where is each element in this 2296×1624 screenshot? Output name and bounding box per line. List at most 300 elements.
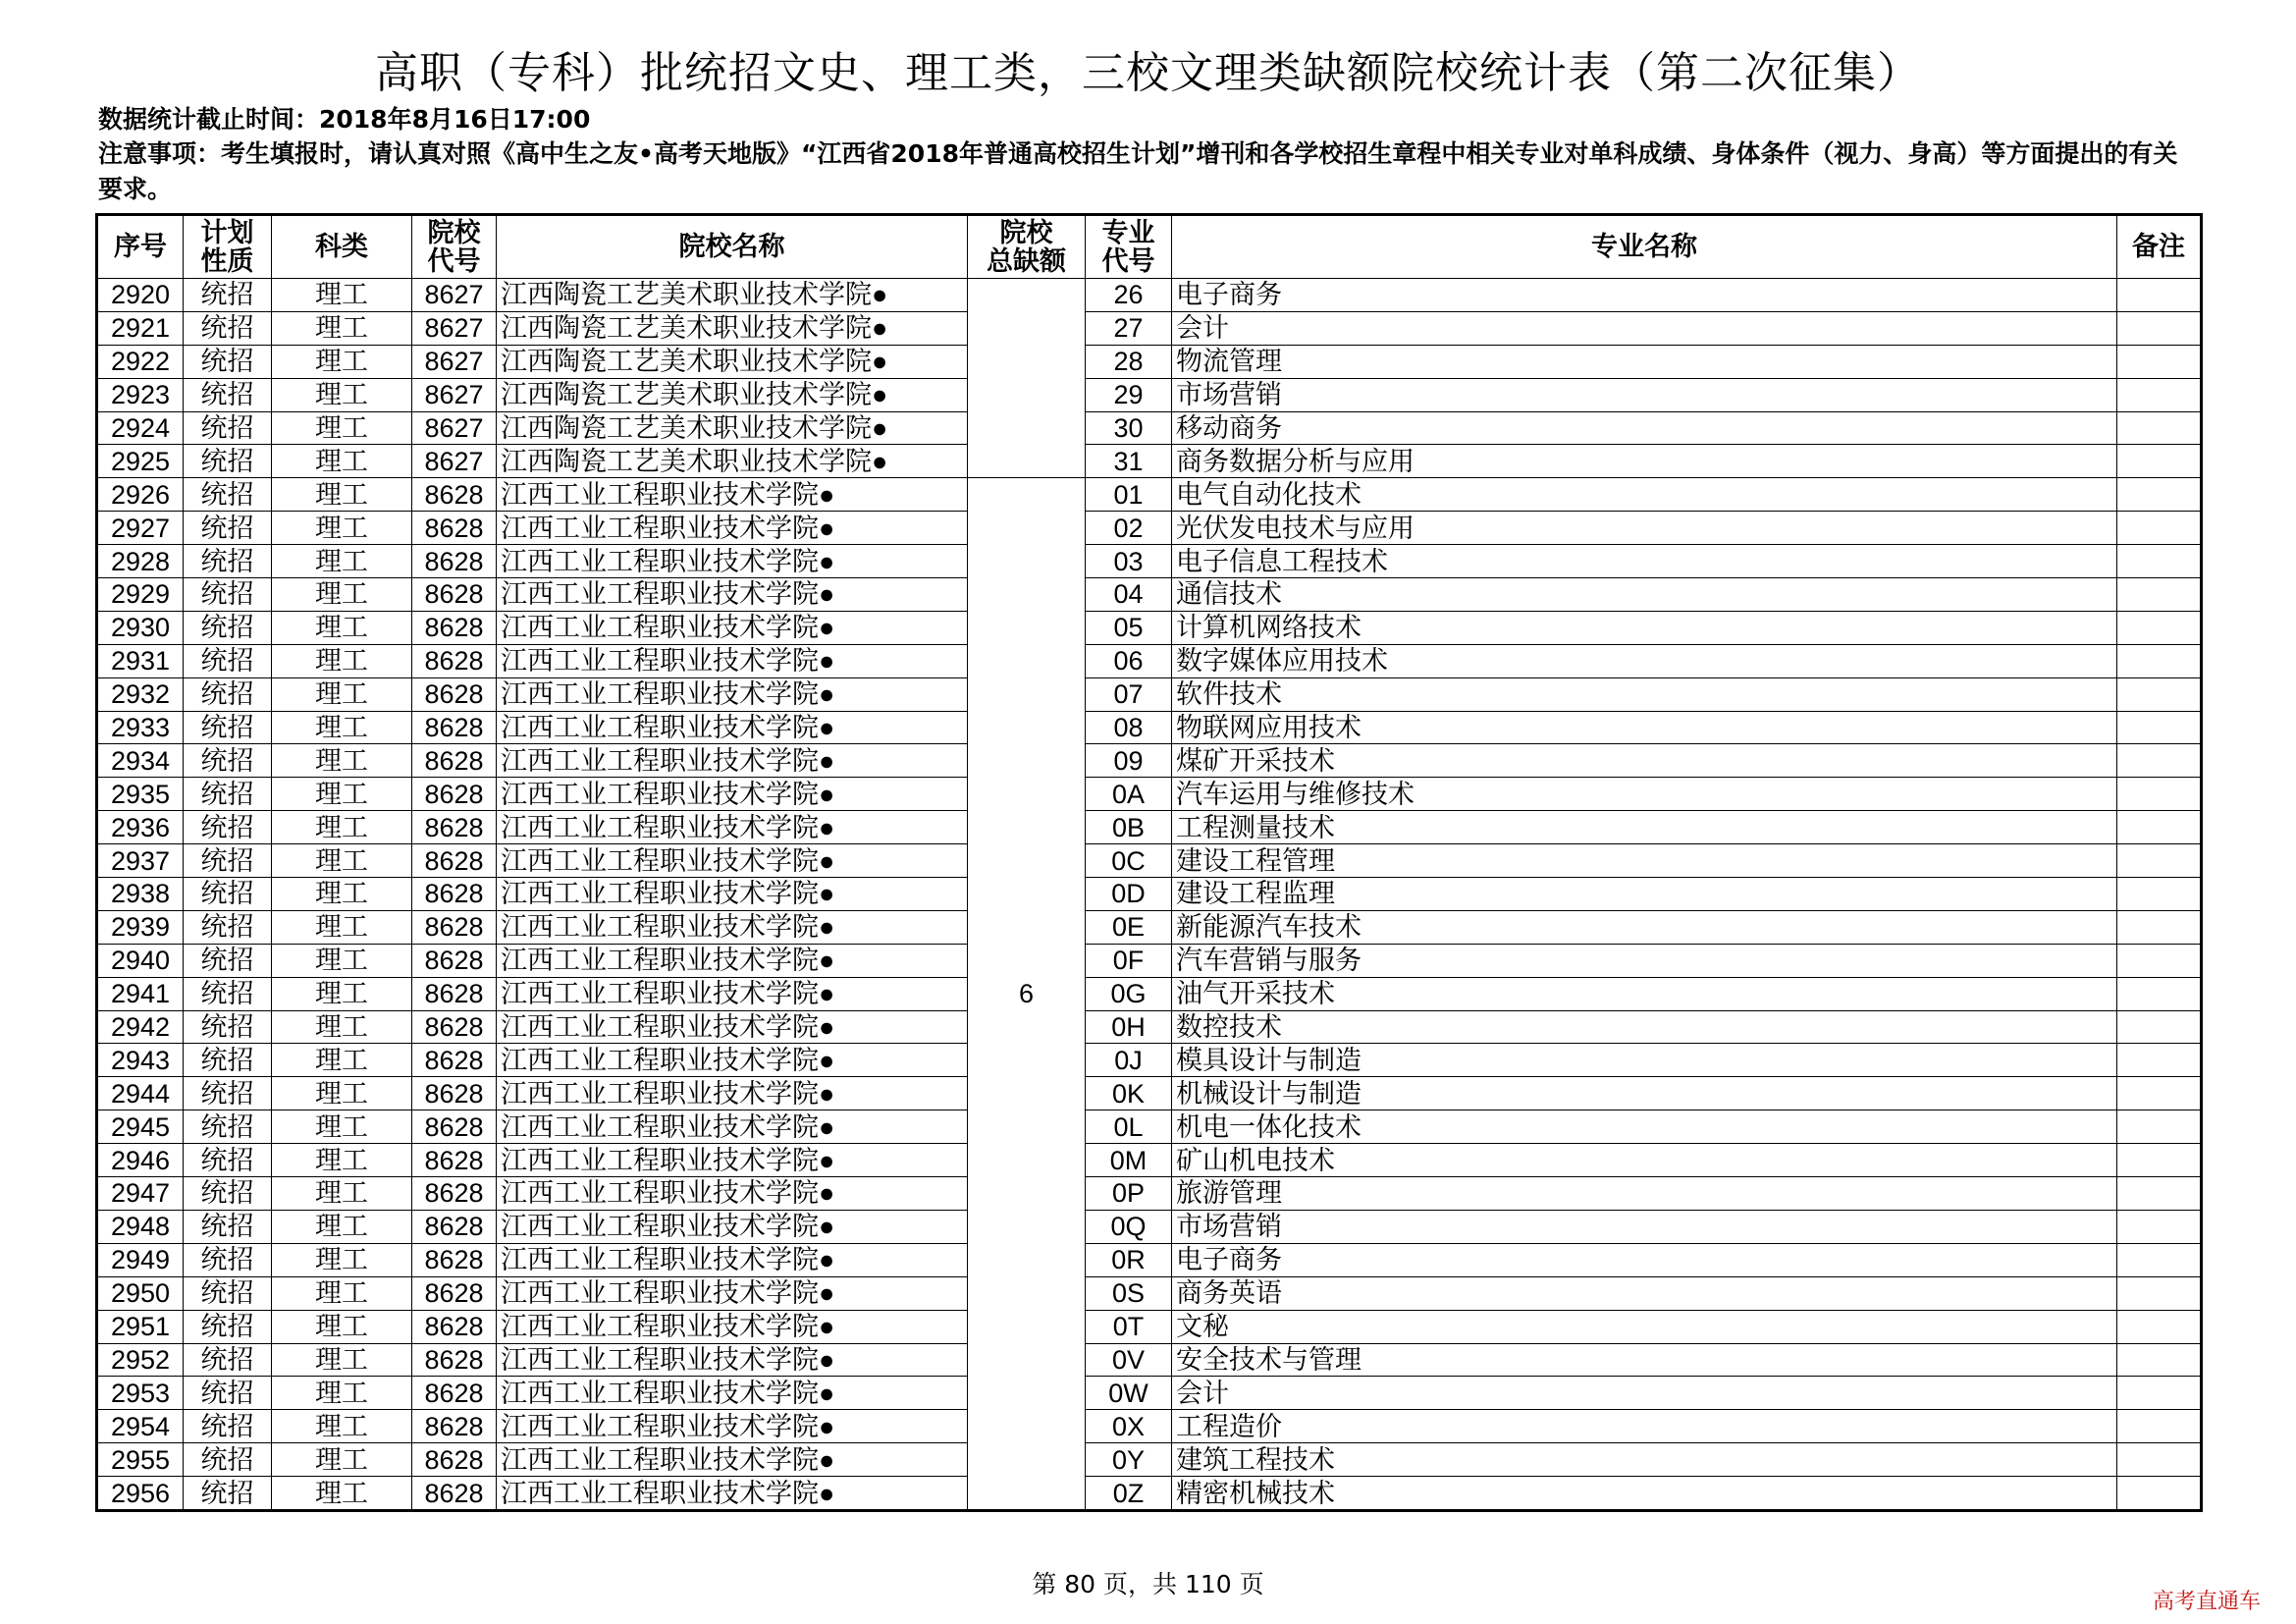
- cell-school-name: 江西工业工程职业技术学院●: [497, 545, 968, 578]
- table-row: [97, 878, 2202, 911]
- cell-major-code: 0M: [1086, 1144, 1172, 1177]
- cell-seq: 2923: [97, 378, 184, 411]
- table-row: [97, 644, 2202, 677]
- cell-note: [2117, 744, 2202, 778]
- cell-school-name: 江西工业工程职业技术学院●: [497, 512, 968, 545]
- cell-major-code: 0D: [1086, 878, 1172, 911]
- cell-school-code: 8627: [412, 378, 497, 411]
- cell-major-code: 01: [1086, 478, 1172, 512]
- cell-subject: 理工: [272, 1010, 412, 1044]
- cell-plan: 统招: [184, 1343, 272, 1377]
- cell-seq: 2943: [97, 1044, 184, 1077]
- cell-major-name: 移动商务: [1172, 411, 2117, 445]
- cell-school-name: 江西工业工程职业技术学院●: [497, 878, 968, 911]
- cell-seq: 2953: [97, 1377, 184, 1410]
- cell-school-name: 江西工业工程职业技术学院●: [497, 1343, 968, 1377]
- cell-major-name: 电子商务: [1172, 1243, 2117, 1276]
- cell-note: [2117, 1044, 2202, 1077]
- cell-subject: 理工: [272, 445, 412, 478]
- cell-major-code: 30: [1086, 411, 1172, 445]
- table-row: [97, 944, 2202, 977]
- cell-subject: 理工: [272, 1310, 412, 1343]
- cell-school-name: 江西工业工程职业技术学院●: [497, 1177, 968, 1211]
- cell-plan: 统招: [184, 711, 272, 744]
- cell-subject: 理工: [272, 1077, 412, 1110]
- cell-plan: 统招: [184, 1044, 272, 1077]
- cell-school-code: 8628: [412, 711, 497, 744]
- cell-major-code: 0E: [1086, 910, 1172, 944]
- cell-school-name: 江西工业工程职业技术学院●: [497, 944, 968, 977]
- cell-subject: 理工: [272, 1110, 412, 1144]
- cell-major-code: 0V: [1086, 1343, 1172, 1377]
- cell-seq: 2944: [97, 1077, 184, 1110]
- cell-note: [2117, 711, 2202, 744]
- cell-note: [2117, 811, 2202, 844]
- cell-seq: 2945: [97, 1110, 184, 1144]
- cell-major-code: 0G: [1086, 977, 1172, 1010]
- cell-note: [2117, 1010, 2202, 1044]
- cell-major-name: 光伏发电技术与应用: [1172, 512, 2117, 545]
- cell-school-name: 江西工业工程职业技术学院●: [497, 778, 968, 811]
- cell-major-code: 0L: [1086, 1110, 1172, 1144]
- cell-seq: 2928: [97, 545, 184, 578]
- cell-school-name: 江西工业工程职业技术学院●: [497, 677, 968, 711]
- table-row: [97, 677, 2202, 711]
- cell-total-vacancy: [968, 279, 1086, 478]
- cell-plan: 统招: [184, 1110, 272, 1144]
- table-row: [97, 512, 2202, 545]
- cell-school-code: 8628: [412, 811, 497, 844]
- table-row: [97, 844, 2202, 878]
- cell-note: [2117, 279, 2202, 312]
- cell-school-code: 8628: [412, 1410, 497, 1443]
- cell-note: [2117, 545, 2202, 578]
- cell-school-name: 江西工业工程职业技术学院●: [497, 811, 968, 844]
- table-row: [97, 910, 2202, 944]
- table-row: [97, 1276, 2202, 1310]
- cell-school-name: 江西工业工程职业技术学院●: [497, 844, 968, 878]
- cell-seq: 2932: [97, 677, 184, 711]
- cell-major-name: 会计: [1172, 311, 2117, 345]
- cell-subject: 理工: [272, 279, 412, 312]
- cell-note: [2117, 1177, 2202, 1211]
- cell-school-code: 8628: [412, 778, 497, 811]
- cell-major-code: 0A: [1086, 778, 1172, 811]
- cell-major-name: 市场营销: [1172, 378, 2117, 411]
- cell-major-name: 通信技术: [1172, 578, 2117, 612]
- cell-note: [2117, 1276, 2202, 1310]
- cell-subject: 理工: [272, 744, 412, 778]
- cell-seq: 2950: [97, 1276, 184, 1310]
- cell-major-code: 0C: [1086, 844, 1172, 878]
- cell-school-name: 江西工业工程职业技术学院●: [497, 1310, 968, 1343]
- cell-major-name: 矿山机电技术: [1172, 1144, 2117, 1177]
- cell-school-code: 8628: [412, 545, 497, 578]
- cell-note: [2117, 578, 2202, 612]
- cell-plan: 统招: [184, 878, 272, 911]
- cell-subject: 理工: [272, 411, 412, 445]
- cell-note: [2117, 944, 2202, 977]
- cell-school-code: 8627: [412, 411, 497, 445]
- cell-plan: 统招: [184, 445, 272, 478]
- cell-major-name: 数控技术: [1172, 1010, 2117, 1044]
- cell-school-code: 8628: [412, 910, 497, 944]
- cell-school-code: 8628: [412, 1310, 497, 1343]
- cell-school-code: 8628: [412, 1044, 497, 1077]
- cell-school-name: 江西工业工程职业技术学院●: [497, 578, 968, 612]
- table-row: [97, 1410, 2202, 1443]
- page-title: 高职（专科）批统招文史、理工类，三校文理类缺额院校统计表（第二次征集）: [375, 48, 1921, 98]
- cell-major-code: 0P: [1086, 1177, 1172, 1211]
- cell-plan: 统招: [184, 279, 272, 312]
- cell-school-code: 8628: [412, 1210, 497, 1243]
- cell-major-code: 0X: [1086, 1410, 1172, 1443]
- table-row: [97, 1310, 2202, 1343]
- cell-plan: 统招: [184, 1276, 272, 1310]
- cell-plan: 统招: [184, 1177, 272, 1211]
- cell-note: [2117, 878, 2202, 911]
- cell-major-code: 0H: [1086, 1010, 1172, 1044]
- cell-plan: 统招: [184, 345, 272, 378]
- cell-school-code: 8627: [412, 445, 497, 478]
- cell-school-code: 8628: [412, 1177, 497, 1211]
- cell-plan: 统招: [184, 611, 272, 644]
- cell-school-code: 8628: [412, 512, 497, 545]
- cell-major-name: 煤矿开采技术: [1172, 744, 2117, 778]
- table-row: [97, 778, 2202, 811]
- cell-school-code: 8628: [412, 644, 497, 677]
- cell-subject: 理工: [272, 611, 412, 644]
- cell-school-code: 8628: [412, 1443, 497, 1477]
- header-school-name: 院校名称: [497, 215, 968, 279]
- cell-note: [2117, 644, 2202, 677]
- cell-plan: 统招: [184, 1210, 272, 1243]
- cell-note: [2117, 1310, 2202, 1343]
- cell-plan: 统招: [184, 478, 272, 512]
- cell-plan: 统招: [184, 512, 272, 545]
- cell-seq: 2942: [97, 1010, 184, 1044]
- cell-subject: 理工: [272, 1177, 412, 1211]
- header-subject: 科类: [272, 215, 412, 279]
- cell-major-name: 电气自动化技术: [1172, 478, 2117, 512]
- cell-school-name: 江西工业工程职业技术学院●: [497, 1010, 968, 1044]
- cell-major-code: 0F: [1086, 944, 1172, 977]
- cell-plan: 统招: [184, 411, 272, 445]
- cell-school-code: 8628: [412, 1343, 497, 1377]
- cell-seq: 2926: [97, 478, 184, 512]
- cell-major-code: 0W: [1086, 1377, 1172, 1410]
- cell-subject: 理工: [272, 578, 412, 612]
- cell-major-name: 建筑工程技术: [1172, 1443, 2117, 1477]
- cell-school-name: 江西工业工程职业技术学院●: [497, 977, 968, 1010]
- cell-school-name: 江西陶瓷工艺美术职业技术学院●: [497, 445, 968, 478]
- cell-school-code: 8628: [412, 578, 497, 612]
- cell-major-code: 29: [1086, 378, 1172, 411]
- notice-text: 注意事项：考生填报时，请认真对照《高中生之友•高考天地版》“江西省2018年普通高校招生计划”增刊和各学校招生章程中相关专业对单科成绩、身体条件（视力、身高）等方面提出的有关要求。: [98, 139, 2178, 203]
- cell-major-name: 物联网应用技术: [1172, 711, 2117, 744]
- cell-plan: 统招: [184, 811, 272, 844]
- cell-subject: 理工: [272, 1377, 412, 1410]
- cell-school-code: 8628: [412, 744, 497, 778]
- cell-note: [2117, 311, 2202, 345]
- cell-note: [2117, 378, 2202, 411]
- table-row: [97, 1477, 2202, 1511]
- cell-plan: 统招: [184, 1310, 272, 1343]
- cell-school-name: 江西工业工程职业技术学院●: [497, 1243, 968, 1276]
- cell-major-name: 汽车营销与服务: [1172, 944, 2117, 977]
- cell-school-code: 8627: [412, 345, 497, 378]
- cell-major-name: 电子商务: [1172, 279, 2117, 312]
- cell-school-name: 江西工业工程职业技术学院●: [497, 478, 968, 512]
- cell-school-name: 江西陶瓷工艺美术职业技术学院●: [497, 345, 968, 378]
- cell-seq: 2946: [97, 1144, 184, 1177]
- table-row: [97, 1144, 2202, 1177]
- table-row: [97, 1010, 2202, 1044]
- table-row: [97, 1377, 2202, 1410]
- cell-major-code: 28: [1086, 345, 1172, 378]
- cell-subject: 理工: [272, 910, 412, 944]
- table-row: [97, 1177, 2202, 1211]
- header-seq: 序号: [97, 215, 184, 279]
- cell-plan: 统招: [184, 1243, 272, 1276]
- cell-note: [2117, 1343, 2202, 1377]
- cell-seq: 2927: [97, 512, 184, 545]
- page-footer: 第 80 页，共 110 页: [1032, 1570, 1264, 1598]
- cell-major-code: 06: [1086, 644, 1172, 677]
- table-row: [97, 744, 2202, 778]
- cell-major-code: 0Y: [1086, 1443, 1172, 1477]
- cell-seq: 2951: [97, 1310, 184, 1343]
- cell-school-name: 江西陶瓷工艺美术职业技术学院●: [497, 411, 968, 445]
- cell-school-name: 江西陶瓷工艺美术职业技术学院●: [497, 311, 968, 345]
- cell-plan: 统招: [184, 578, 272, 612]
- cell-major-name: 市场营销: [1172, 1210, 2117, 1243]
- cell-note: [2117, 1110, 2202, 1144]
- cell-major-name: 机械设计与制造: [1172, 1077, 2117, 1110]
- table-row: [97, 711, 2202, 744]
- table-row: [97, 1343, 2202, 1377]
- cell-school-code: 8627: [412, 311, 497, 345]
- cell-subject: 理工: [272, 1044, 412, 1077]
- cell-note: [2117, 1077, 2202, 1110]
- table-row: [97, 1044, 2202, 1077]
- cell-subject: 理工: [272, 844, 412, 878]
- cell-school-code: 8628: [412, 1276, 497, 1310]
- cell-note: [2117, 677, 2202, 711]
- cell-school-name: 江西工业工程职业技术学院●: [497, 711, 968, 744]
- cell-major-code: 0Z: [1086, 1477, 1172, 1511]
- cell-school-name: 江西工业工程职业技术学院●: [497, 1410, 968, 1443]
- cell-subject: 理工: [272, 1477, 412, 1511]
- cell-subject: 理工: [272, 345, 412, 378]
- cell-subject: 理工: [272, 1144, 412, 1177]
- cell-major-name: 会计: [1172, 1377, 2117, 1410]
- table-row: [97, 611, 2202, 644]
- cell-school-code: 8628: [412, 878, 497, 911]
- cell-seq: 2936: [97, 811, 184, 844]
- cell-school-code: 8628: [412, 478, 497, 512]
- cell-major-name: 文秘: [1172, 1310, 2117, 1343]
- cell-major-name: 物流管理: [1172, 345, 2117, 378]
- cell-plan: 统招: [184, 1144, 272, 1177]
- cell-seq: 2931: [97, 644, 184, 677]
- cell-school-name: 江西工业工程职业技术学院●: [497, 1077, 968, 1110]
- cell-plan: 统招: [184, 744, 272, 778]
- cell-major-name: 数字媒体应用技术: [1172, 644, 2117, 677]
- cell-subject: 理工: [272, 311, 412, 345]
- cell-plan: 统招: [184, 1377, 272, 1410]
- cell-seq: 2941: [97, 977, 184, 1010]
- cell-school-code: 8627: [412, 279, 497, 312]
- table-row: [97, 279, 2202, 312]
- cell-subject: 理工: [272, 644, 412, 677]
- cell-seq: 2956: [97, 1477, 184, 1511]
- cell-subject: 理工: [272, 711, 412, 744]
- cell-note: [2117, 977, 2202, 1010]
- cell-school-name: 江西工业工程职业技术学院●: [497, 611, 968, 644]
- cell-school-name: 江西工业工程职业技术学院●: [497, 644, 968, 677]
- cell-school-name: 江西工业工程职业技术学院●: [497, 744, 968, 778]
- cell-plan: 统招: [184, 844, 272, 878]
- cell-school-code: 8628: [412, 1077, 497, 1110]
- cell-plan: 统招: [184, 977, 272, 1010]
- cell-subject: 理工: [272, 545, 412, 578]
- table-row: [97, 445, 2202, 478]
- cell-major-name: 电子信息工程技术: [1172, 545, 2117, 578]
- header-total-vacancy: 院校 总缺额: [968, 215, 1086, 279]
- cell-school-name: 江西工业工程职业技术学院●: [497, 1443, 968, 1477]
- cell-note: [2117, 778, 2202, 811]
- cell-school-name: 江西工业工程职业技术学院●: [497, 910, 968, 944]
- cell-subject: 理工: [272, 1410, 412, 1443]
- table-row: [97, 1243, 2202, 1276]
- cell-note: [2117, 1377, 2202, 1410]
- cell-plan: 统招: [184, 1077, 272, 1110]
- cell-major-code: 0B: [1086, 811, 1172, 844]
- cell-subject: 理工: [272, 977, 412, 1010]
- cell-plan: 统招: [184, 378, 272, 411]
- cell-note: [2117, 411, 2202, 445]
- cell-note: [2117, 1144, 2202, 1177]
- cell-major-name: 计算机网络技术: [1172, 611, 2117, 644]
- cell-major-code: 0T: [1086, 1310, 1172, 1343]
- cell-note: [2117, 345, 2202, 378]
- cell-seq: 2949: [97, 1243, 184, 1276]
- cell-seq: 2924: [97, 411, 184, 445]
- table-header-row: [97, 215, 2202, 279]
- table-row: [97, 345, 2202, 378]
- cell-seq: 2935: [97, 778, 184, 811]
- cell-major-code: 04: [1086, 578, 1172, 612]
- cell-total-vacancy: 6: [968, 478, 1086, 1511]
- cell-subject: 理工: [272, 811, 412, 844]
- cell-school-code: 8628: [412, 1010, 497, 1044]
- cell-school-name: 江西工业工程职业技术学院●: [497, 1110, 968, 1144]
- table-row: [97, 1077, 2202, 1110]
- cell-seq: 2937: [97, 844, 184, 878]
- table-row: [97, 1210, 2202, 1243]
- header-school-code: 院校 代号: [412, 215, 497, 279]
- cell-subject: 理工: [272, 944, 412, 977]
- cell-school-code: 8628: [412, 677, 497, 711]
- cell-school-code: 8628: [412, 1110, 497, 1144]
- cell-seq: 2925: [97, 445, 184, 478]
- cell-major-name: 机电一体化技术: [1172, 1110, 2117, 1144]
- cell-subject: 理工: [272, 512, 412, 545]
- cell-note: [2117, 1410, 2202, 1443]
- cell-seq: 2938: [97, 878, 184, 911]
- cell-school-code: 8628: [412, 844, 497, 878]
- table-row: [97, 578, 2202, 612]
- cell-school-code: 8628: [412, 944, 497, 977]
- cell-school-code: 8628: [412, 1377, 497, 1410]
- table-row: [97, 311, 2202, 345]
- cell-major-name: 建设工程监理: [1172, 878, 2117, 911]
- cell-seq: 2952: [97, 1343, 184, 1377]
- cell-note: [2117, 910, 2202, 944]
- cell-major-code: 26: [1086, 279, 1172, 312]
- cell-note: [2117, 1210, 2202, 1243]
- cell-school-code: 8628: [412, 1144, 497, 1177]
- cell-school-code: 8628: [412, 977, 497, 1010]
- cell-major-name: 工程造价: [1172, 1410, 2117, 1443]
- cell-major-code: 0J: [1086, 1044, 1172, 1077]
- cell-school-name: 江西工业工程职业技术学院●: [497, 1377, 968, 1410]
- cell-note: [2117, 611, 2202, 644]
- cell-major-code: 05: [1086, 611, 1172, 644]
- cell-subject: 理工: [272, 778, 412, 811]
- vacancy-table: [95, 213, 2203, 1512]
- cell-subject: 理工: [272, 1443, 412, 1477]
- watermark: 高考直通车: [2152, 1590, 2261, 1614]
- cell-note: [2117, 1243, 2202, 1276]
- cell-seq: 2929: [97, 578, 184, 612]
- cell-school-name: 江西陶瓷工艺美术职业技术学院●: [497, 378, 968, 411]
- cell-plan: 统招: [184, 1010, 272, 1044]
- cell-subject: 理工: [272, 1343, 412, 1377]
- cell-major-code: 0K: [1086, 1077, 1172, 1110]
- cell-major-code: 0Q: [1086, 1210, 1172, 1243]
- cell-major-name: 模具设计与制造: [1172, 1044, 2117, 1077]
- table-row: [97, 977, 2202, 1010]
- cell-plan: 统招: [184, 944, 272, 977]
- cell-plan: 统招: [184, 545, 272, 578]
- cell-seq: 2939: [97, 910, 184, 944]
- cell-school-name: 江西工业工程职业技术学院●: [497, 1044, 968, 1077]
- cell-major-name: 安全技术与管理: [1172, 1343, 2117, 1377]
- cell-major-name: 工程测量技术: [1172, 811, 2117, 844]
- deadline-text: 数据统计截止时间：2018年8月16日17:00: [98, 105, 591, 134]
- cell-seq: 2940: [97, 944, 184, 977]
- cell-seq: 2934: [97, 744, 184, 778]
- cell-school-code: 8628: [412, 1477, 497, 1511]
- cell-major-name: 商务英语: [1172, 1276, 2117, 1310]
- cell-plan: 统招: [184, 1410, 272, 1443]
- header-note: 备注: [2117, 215, 2202, 279]
- table-row: [97, 378, 2202, 411]
- cell-major-code: 03: [1086, 545, 1172, 578]
- cell-subject: 理工: [272, 478, 412, 512]
- cell-subject: 理工: [272, 1276, 412, 1310]
- cell-major-code: 0R: [1086, 1243, 1172, 1276]
- header-major-code: 专业 代号: [1086, 215, 1172, 279]
- header-plan: 计划 性质: [184, 215, 272, 279]
- cell-note: [2117, 445, 2202, 478]
- cell-major-name: 商务数据分析与应用: [1172, 445, 2117, 478]
- cell-school-name: 江西工业工程职业技术学院●: [497, 1276, 968, 1310]
- cell-plan: 统招: [184, 1477, 272, 1511]
- cell-seq: 2922: [97, 345, 184, 378]
